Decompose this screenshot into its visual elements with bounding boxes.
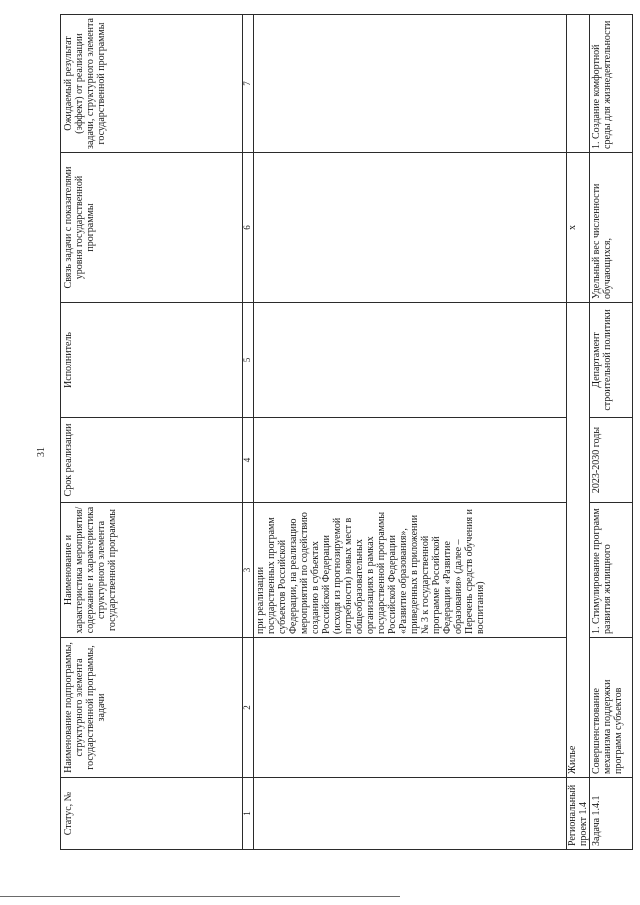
task-row xyxy=(590,15,633,850)
continuation-measure-text: при реализации государственных программ субъектов Российской Федерации, на реализацию мероприятий по содействию созданию в субъектах Российской Федерации (исходя из прогнозируемой потребности) новых мест в общеобразовательных организациях в рамках государственной программы Российской Федерации «Развитие образования», приведенных в приложении № 3 к государственной программе Российской Федерации «Развитие образования» (далее – Перечень средств обучения и воспитания) xyxy=(254,503,567,638)
task-term: 2023-2030 годы xyxy=(590,418,633,503)
regional-project-name: Жилье xyxy=(567,303,590,778)
task-status: Задача 1.4.1 xyxy=(590,778,633,850)
cell-empty xyxy=(254,303,567,418)
regional-project-row xyxy=(567,15,590,850)
program-table xyxy=(60,14,633,850)
regional-project-status: Региональный проект 1.4 xyxy=(567,778,590,850)
task-executor: Департамент строительной политики xyxy=(590,303,633,418)
cell-empty xyxy=(254,153,567,303)
cell-empty xyxy=(254,778,567,850)
header-status: Статус, № xyxy=(61,778,243,850)
continuation-row xyxy=(254,15,567,850)
column-number: 7 xyxy=(243,15,254,153)
header-result: Ожидаемый результат (эффект) от реализации задачи, структурного элемента государственной программы xyxy=(61,15,243,153)
header-term: Срок реализации xyxy=(61,418,243,503)
page-number: 31 xyxy=(36,447,47,457)
cell-empty xyxy=(254,418,567,503)
column-number: 1 xyxy=(243,778,254,850)
column-number: 2 xyxy=(243,638,254,778)
cell-empty xyxy=(567,15,590,153)
footer-divider xyxy=(0,896,400,897)
column-number-row xyxy=(243,15,254,850)
rotated-table-container xyxy=(60,10,624,850)
header-executor: Исполнитель xyxy=(61,303,243,418)
task-result: 1. Создание комфортной среды для жизнедеятельности xyxy=(590,15,633,153)
header-measure: Наименование и характеристика мероприятия/содержание и характеристика структурного элемента государственной программы xyxy=(61,503,243,638)
cell-empty xyxy=(254,638,567,778)
task-name: Совершенствование механизма поддержки программ субъектов xyxy=(590,638,633,778)
regional-project-indicator-mark: х xyxy=(567,153,590,303)
column-number: 6 xyxy=(243,153,254,303)
header-row xyxy=(61,15,243,850)
cell-empty xyxy=(254,15,567,153)
column-number: 5 xyxy=(243,303,254,418)
column-number: 4 xyxy=(243,418,254,503)
task-indicators: Удельный вес численности обучающихся, xyxy=(590,153,633,303)
task-measure: 1. Стимулирование программ развития жилищного xyxy=(590,503,633,638)
header-indicators: Связь задачи с показателями уровня государственной программы xyxy=(61,153,243,303)
column-number: 3 xyxy=(243,503,254,638)
header-subprogram: Наименование подпрограммы, структурного элемента государственной программы, задачи xyxy=(61,638,243,778)
